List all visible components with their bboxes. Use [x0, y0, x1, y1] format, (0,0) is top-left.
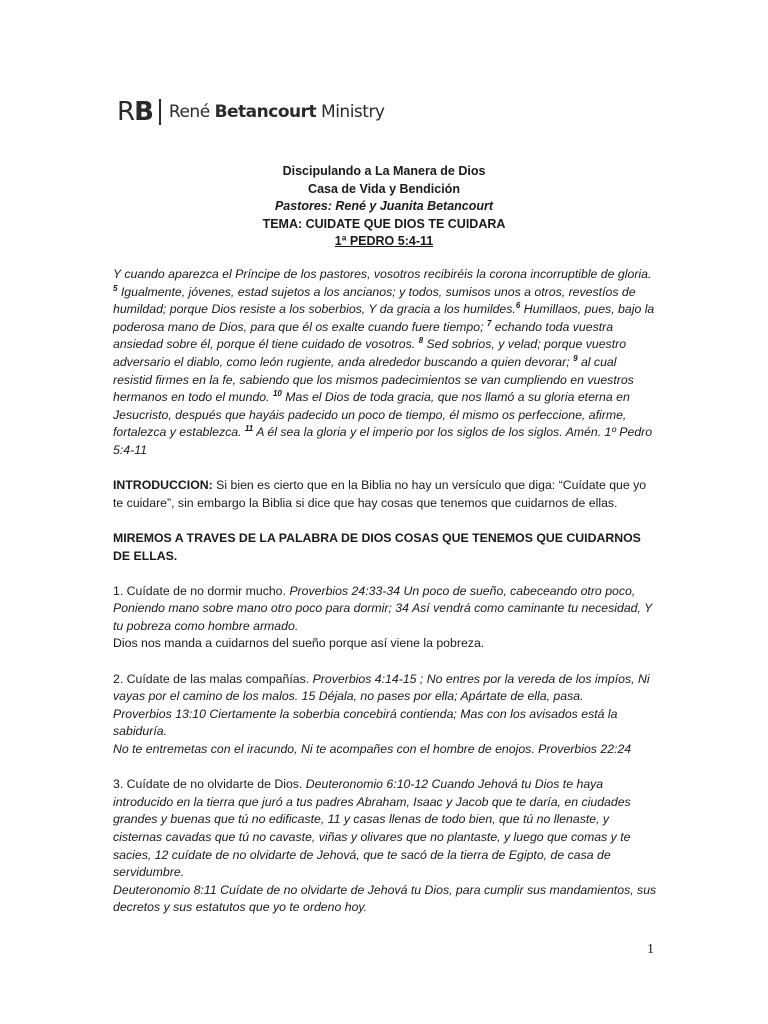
logo-divider [159, 99, 161, 125]
header-theme: TEMA: CUIDATE QUE DIOS TE CUIDARA [262, 216, 506, 231]
header-church: Casa de Vida y Bendición [308, 181, 460, 196]
header-title: Discipulando a La Manera de Dios [282, 164, 486, 178]
point-1: 1. Cuídate de no dormir mucho. Proverbios 24:33-34 Un poco de sueño, cabeceando otro poco, Poniendo mano sobre mano otro poco para dormir; 34 Así vendrá como caminante tu necesidad, Y tu pobreza como hombre armado. Dios nos manda a cuidarnos del sueño porque así viene la pobreza. [113, 583, 653, 651]
page-number: 1 [647, 942, 654, 957]
logo-monogram: RB [117, 97, 153, 127]
header-reference: 1ª PEDRO 5:4-11 [334, 234, 434, 248]
introduction-paragraph: INTRODUCCION: Si bien es cierto que en la Biblia no hay un versículo que diga: “Cuídate que yo te cuidare”, sin embargo la Biblia si dice que hay cosas que tenemos que cuidarnos de ellas. [113, 478, 647, 510]
point-3: 3. Cuídate de no olvidarte de Dios. Deuteronomio 6:10-12 Cuando Jehová tu Dios te haya introducido en la tierra que juró a tus padres Abraham, Isaac y Jacob que te daría, en ciudades grandes y buenas que tú no edificaste, 11 y casas llenas de todo bien, que tú no llenaste, y cisternas cavadas que tú no cavaste, viñas y olivares que no plantaste, y luego que comas y te sacies, 12 cuídate de no olvidarte de Jehová, que te sacó de la tierra de Egipto, de casa de servidumbre. Deuteronomio 8:11 Cuídate de no olvidarte de Jehová tu Dios, para cumplir sus mandamientos, sus decretos y sus estatutos que yo te ordeno hoy. [113, 777, 657, 915]
scripture-passage: Y cuando aparezca el Príncipe de los pastores, vosotros recibiréis la corona incorruptible de gloria. $^5$ Igualmente, jóvenes, estad sujetos a los ancianos; y todos, sumisos unos a otros, revestíos de humildad; porque Dios resiste a los soberbios, Y da gracia a los humildes.$^6$ Humillaos, pues, bajo la poderosa mano de Dios, para que él os exalte cuando fuere tiempo; $^7$ echando toda vuestra ansiedad sobre él, porque él tiene cuidado de vosotros. $^8$ Sed sobrios, y velad; porque vuestro adversario el diablo, como león rugiente, anda alrededor buscando a quien devorar; $^9$ al cual resistid firmes en la fe, sabiendo que los mismos padecimientos se van cumpliendo en vuestros hermanos en todo el mundo. $^{10}$ Mas el Dios de toda gracia, que nos llamó a su gloria eterna en Jesucristo, después que hayáis padecido un poco de tiempo, él mismo os perfeccione, afirme, fortalezca y establezca. $^{11}$ A él sea la gloria y el imperio por los siglos de los siglos. Amén. 1º Pedro 5:4-11 [113, 267, 655, 457]
point-2: 2. Cuídate de las malas compañías. Proverbios 4:14-15 ; No entres por la vereda de los impíos, Ni vayas por el camino de los malos. 15 Déjala, no pases por ella; Apártate de ella, pasa. Proverbios 13:10 Ciertamente la soberbia concebirá contienda; Mas con los avisados está la sabiduría. No te entremetas con el iracundo, Ni te acompañes con el hombre de enojos. Proverbios 22:24 [113, 671, 650, 757]
document-header [0, 163, 768, 251]
header-pastors: Pastores: René y Juanita Betancourt [274, 199, 494, 213]
logo-wordmark: René Betancourt Ministry [168, 102, 385, 122]
document-body [113, 266, 658, 935]
section-heading: MIREMOS A TRAVES DE LA PALABRA DE DIOS COSAS QUE TENEMOS QUE CUIDARNOS DE ELLAS. [113, 530, 641, 563]
ministry-logo [117, 96, 385, 128]
